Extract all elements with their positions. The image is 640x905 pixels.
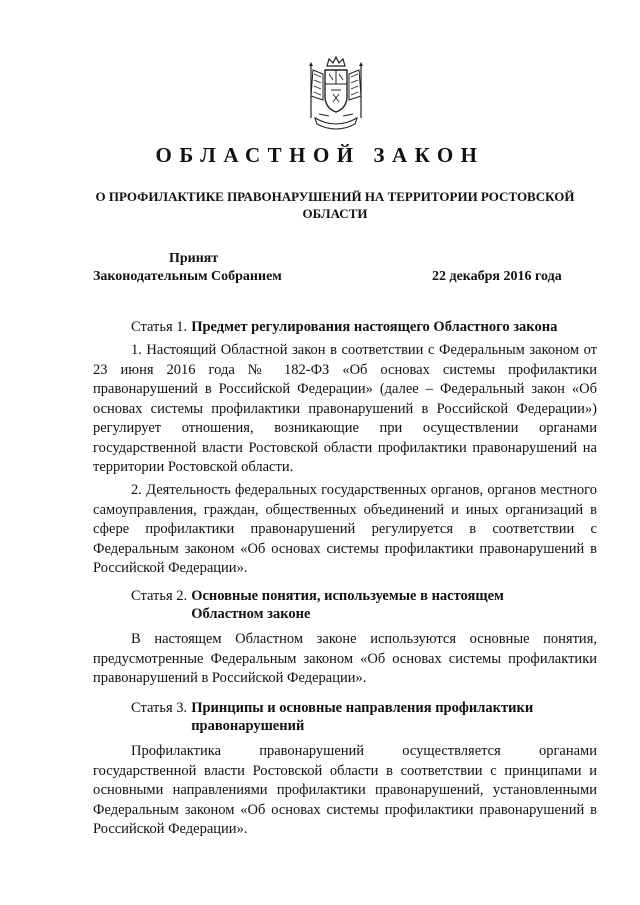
document-subtitle: О ПРОФИЛАКТИКЕ ПРАВОНАРУШЕНИЙ НА ТЕРРИТОРИИ РОСТОВСКОЙ ОБЛАСТИ bbox=[95, 189, 575, 221]
article-2-heading bbox=[131, 587, 521, 623]
article-1-paragraph-1: 1. Настоящий Областной закон в соответствии с Федеральным законом от 23 июня 2016 года № 182-ФЗ «Об основах системы профилактики правонарушений в Российской Федерации» (далее – Федеральный закон «Об основах системы профилактики правонарушений в Российской Федерации») регулирует отношения, возникающие при осуществлении органами государственной власти Ростовской области профилактики правонарушений на территории Ростовской области. bbox=[93, 342, 597, 475]
adoption-block bbox=[93, 250, 282, 286]
article-1-paragraph-2: 2. Деятельность федеральных государственных органов, органов местного самоуправления, граждан, общественных объединений и иных организаций в сфере профилактики правонарушений регулируется в соответствии с Федеральным законом «Об основах системы профилактики правонарушений в Российской Федерации». bbox=[93, 482, 597, 576]
article-3-heading bbox=[131, 699, 551, 735]
article-title: Принципы и основные направления профилактики правонарушений bbox=[191, 700, 534, 734]
adopted-label: Принят bbox=[169, 251, 219, 266]
adopting-body: Законодательным Собранием bbox=[93, 269, 282, 284]
coat-of-arms-emblem bbox=[305, 56, 367, 134]
article-title: Предмет регулирования настоящего Областного закона bbox=[191, 319, 558, 335]
adoption-date: 22 декабря 2016 года bbox=[432, 269, 562, 284]
article-2-paragraph-1: В настоящем Областном законе используются основные понятия, предусмотренные Федеральным законом «Об основах системы профилактики правонарушений в Российской Федерации». bbox=[93, 631, 597, 686]
article-title: Основные понятия, используемые в настоящем Областном законе bbox=[191, 588, 504, 622]
article-3-paragraph-1: Профилактика правонарушений осуществляется органами государственной власти Ростовской области в соответствии с принципами и основными направлениями профилактики правонарушений, установленными Федеральным законом «Об основах системы профилактики правонарушений в Российской Федерации». bbox=[93, 743, 597, 837]
article-number: Статья 2. bbox=[131, 588, 188, 604]
article-1-heading bbox=[131, 318, 581, 336]
article-number: Статья 3. bbox=[131, 700, 188, 716]
document-title: ОБЛАСТНОЙ ЗАКОН bbox=[155, 143, 485, 167]
article-number: Статья 1. bbox=[131, 319, 188, 335]
